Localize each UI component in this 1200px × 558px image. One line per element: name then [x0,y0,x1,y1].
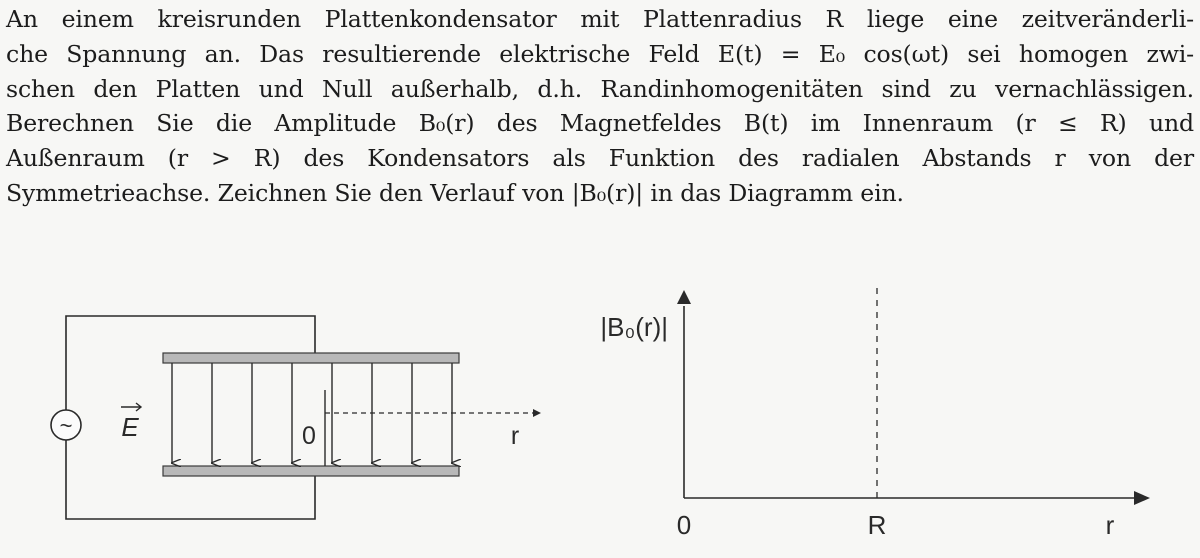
y-axis-label: |B₀(r)| [600,312,668,342]
plot [600,288,1150,540]
field-label [121,403,141,442]
top-plate [163,353,459,363]
field-label-text: E [121,412,139,442]
x-axis-arrow-icon [1134,491,1150,505]
problem-line-2: che Spannung an. Das resultierende elektrische Feld E(t) = E₀ cos(ωt) sei homogen zwi- [6,39,1194,68]
y-axis-arrow-icon [677,290,691,304]
problem-line-4: Berechnen Sie die Amplitude B₀(r) des Magnetfeldes B(t) im Innenraum (r ≤ R) und [6,109,1194,138]
problem-line-1: An einem kreisrunden Plattenkondensator mit Plattenradius R liege eine zeitveränderli- [6,5,1194,33]
problem-line-3: schen den Platten und Null außerhalb, d.h. Randinhomogenitäten sind zu vernachlässigen. [6,74,1194,103]
x-origin-label: 0 [676,510,692,540]
bottom-plate [163,466,459,476]
x-axis-label: r [1105,510,1115,540]
radial-label: r [510,422,520,450]
vector-arrow-icon [121,403,141,411]
problem-line-5: Außenraum (r > R) des Kondensators als Funktion des radialen Abstands r von der [6,144,1194,173]
x-mark-label: R [867,510,887,540]
circuit-wire-bottom [66,440,315,519]
problem-line-6: Symmetrieachse. Zeichnen Sie den Verlauf von |B₀(r)| in das Diagramm ein. [6,178,904,207]
problem-statement [6,2,1194,211]
ac-source-symbol: ~ [59,413,73,438]
capacitor-diagram [51,316,541,519]
radial-arrow-icon [533,409,541,417]
figure [0,270,1200,558]
origin-label: 0 [302,422,316,450]
